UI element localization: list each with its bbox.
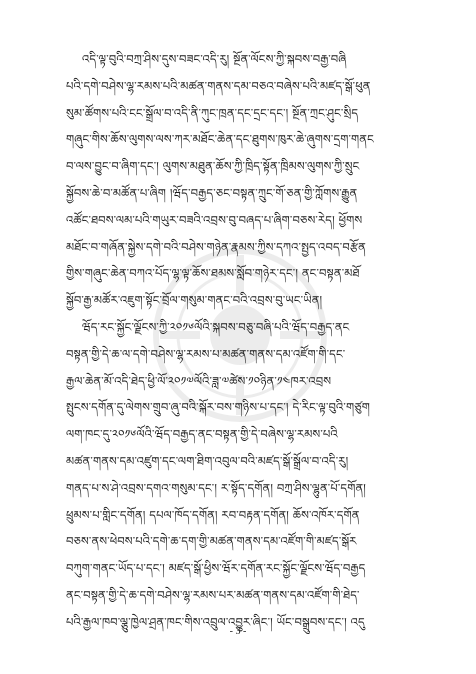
text-line: ཝོད་རང་སྐྱོང་ལྗོངས་ཀྱི་༢༠༡༦ལོའི་སྐབས་བཅུ་བཞི་པའི་ཝོད་བརྒྱད་ནང (82, 319, 350, 334)
body-text (66, 46, 414, 636)
text-line: གནད་པ་ས་ཤེ་འབྲས་དགའ་གསུམ་དང་། ར་སྟོད་དགོན། བཀྲ་ཤིས་ལྷུན་པོ་དགོན། (66, 480, 366, 495)
text-line: གཞུང་གིས་ཆོས་ལུགས་ལས་ཀར་མཐོང་ཆེན་དང་ཐུགས་ཁུར་ཆེ་ཞུགས་དྲག་གནང (66, 132, 374, 147)
page-number: - 3 - (229, 626, 247, 637)
text-line: ལག་ཁང་དུ་༢༠༡༦ལོའི་ཝོད་བརྒྱད་ནང་བསྟན་གྱི་དེ་བཞེས་ལྷ་རམས་པའི (66, 427, 338, 442)
text-line: བཀུག་གནང་ཡོད་པ་དང་། མཛད་སྒོ་ཕྱིས་ཝོར་དགོན་རང་སྐྱོང་ལྗོངས་ཝོད་བརྒྱད (66, 561, 366, 576)
text-line: ཕྲུམས་པ་གླིང་དགོན། དཔལ་ཁོད་དགོན། རབ་བརྟན་དགོན། ཆོས་འཁོར་དགོན (66, 507, 360, 522)
text-line: རྒྱལ་ཆེན་མོ་འདི་ཐེད་ཕྱི་ལོ་༢༠༡༧ལོའི་ཟླ་༧ཚེས་༡༠ཉིན་༡༤ཁར་འབྲས (66, 373, 332, 388)
text-line: སྐྱོབ་རྒྱ་མཚོར་འཇུག་སྟོང་བྲོལ་གསུམ་གནང་བའི་འབྲས་བུ་ཡང་ཡིན། (66, 293, 323, 308)
text-line: སྐྱོབས་ཆེ་བ་མཚོན་པ་ཞིག །ཝོད་བརྒྱད་ཅང་བསྟན་ཀྲུང་གོ་ཅན་གྱི་ཀློགས་རྒྱུན (66, 185, 358, 200)
text-line: ནང་བསྟན་གྱི་དེ་ཆ་དགེ་བཤེས་ལྷ་རམས་པར་མཚན་གནས་དམ་འཛོག་གི་ཐེད་ (66, 587, 360, 602)
text-line: བཅས་ནས་ཕེབས་པའི་དགེ་ཆ་དག་གྱི་མཚན་གནས་དམ་འཛོག་གི་མཛད་སྒོར (66, 534, 357, 549)
paragraph-1 (66, 46, 414, 314)
text-line: པའི་རྒྱལ་ཁབ་ལྕུ་ཁྱེལ་ཤྲན་ཁང་གིས་འབྲུལ་འབྱུར་ཞིང་། ཡོང་བསྒྲུབས་དང་། འདུ (66, 614, 365, 629)
text-line: པའི་དགེ་བཤེས་ལྷ་རམས་པའི་མཚན་གནས་དམ་བཅའ་བཞེས་པའི་མཛད་སྒོ་ཕུན (66, 78, 371, 93)
text-line: གྱིས་གཞུང་ཆེན་བཀའ་པོད་ལྷ་ལྟ་ཆོས་ཐམས་སློབ་གཉེར་དང་། ནང་བསྟན་མཐོ (66, 266, 360, 281)
text-line: འདི་ལྟ་བུའི་བཀྲ་ཤིས་དུས་བཟང་འདི་རུ། སྔོན་ལོངས་ཀྱི་སྐབས་བརྒྱ་བཞི (82, 52, 347, 66)
paragraph-2 (66, 314, 414, 636)
text-line: བ་ལས་བྱུང་བ་ཞིག་དང་། ལུགས་མཐུན་ཆོས་ཀྱི་ཁྲིད་སྟོན་ཁྲིམས་ལུགས་ཀྱི་སྲུང (66, 159, 360, 174)
text-line: མཚན་གནས་དམ་འཛུག་དང་ལག་ཐིག་འབུལ་བའི་མཛད་སྒོ་སྒྲོལ་བ་འདི་རུ། (66, 453, 349, 468)
text-line: བསྟན་གྱི་དེ་ཆ་ལ་དགེ་བཤེས་ལྷ་རམས་པ་མཚན་གནས་དམ་འཛོག་གི་དང་ (66, 346, 346, 361)
text-line: སུམ་ཚོགས་པའི་ངང་སྒྲོལ་བ་འདི་ནི་ཀུང་ཁྲན་དང་དྲང་དང་། སྔོན་ཀྲང་ཤུང་སྲིད (66, 105, 359, 120)
text-line: སྤུངས་དགོན་དུ་ལེགས་གྲུབ་ཞུ་བའི་སྐོར་བས་གཉིས་པ་དང་། དེ་རིང་ལྟ་བུའི་གཙུག (66, 400, 370, 415)
text-line: མཐོང་བ་གཞོན་སྐྱེས་དགེ་བའི་བཤེས་གཉེན་རྣམས་ཀྱིས་དཀའ་སྤྱད་འབད་བརྩོན (66, 239, 366, 254)
text-line: འཚོང་ཐབས་ལམ་པའི་གཡུར་བཟའི་འབྲས་བུ་བཞད་པ་ཞིག་བཅས་རེད། ཕྱོགས (66, 212, 363, 227)
